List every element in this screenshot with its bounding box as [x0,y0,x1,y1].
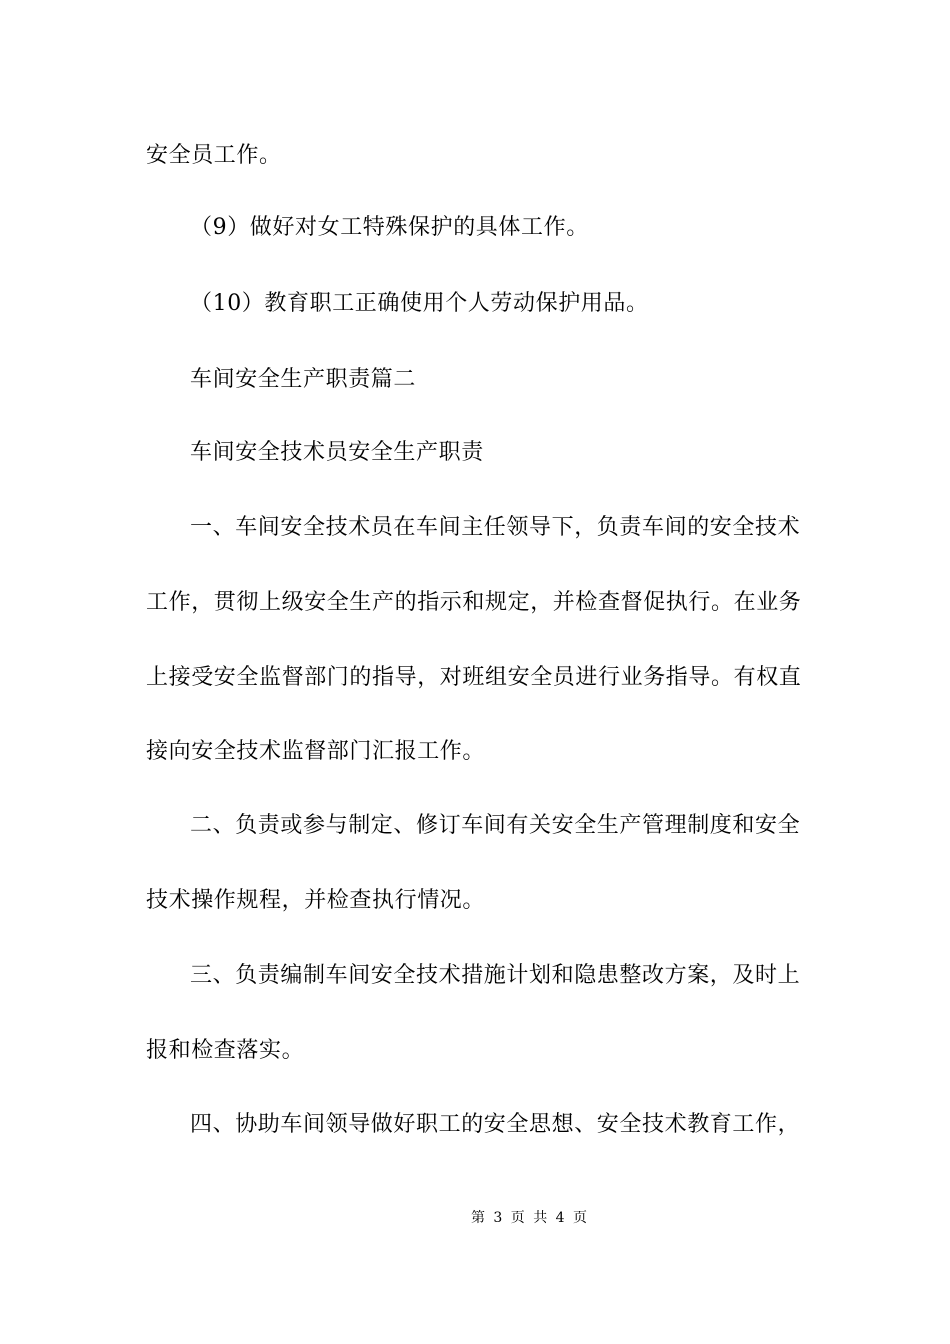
paragraph-3-line-2: 报和检查落实。 [146,1038,305,1063]
page-number-footer: 第 3 页 共 4 页 [470,1210,590,1226]
text-line: 安全员工作。 [146,143,282,168]
paragraph-1-line-2: 工作，贯彻上级安全生产的指示和规定，并检查督促执行。在业务 [146,590,802,615]
paragraph-1-line-4: 接向安全技术监督部门汇报工作。 [146,739,486,764]
section-heading: 车间安全生产职责篇二 [190,367,417,392]
list-item-10: （10）教育职工正确使用个人劳动保护用品。 [190,291,649,316]
section-subheading: 车间安全技术员安全生产职责 [190,440,484,465]
paragraph-2-line-2: 技术操作规程，并检查执行情况。 [146,888,486,913]
paragraph-1-line-1: 一、车间安全技术员在车间主任领导下，负责车间的安全技术 [190,515,801,540]
paragraph-2-line-1: 二、负责或参与制定、修订车间有关安全生产管理制度和安全 [190,813,801,838]
paragraph-4-line-1: 四、协助车间领导做好职工的安全思想、安全技术教育工作， [190,1112,801,1137]
list-item-9: （9）做好对女工特殊保护的具体工作。 [190,215,589,240]
paragraph-1-line-3: 上接受安全监督部门的指导，对班组安全员进行业务指导。有权直 [146,665,802,690]
paragraph-3-line-1: 三、负责编制车间安全技术措施计划和隐患整改方案，及时上 [190,963,801,988]
